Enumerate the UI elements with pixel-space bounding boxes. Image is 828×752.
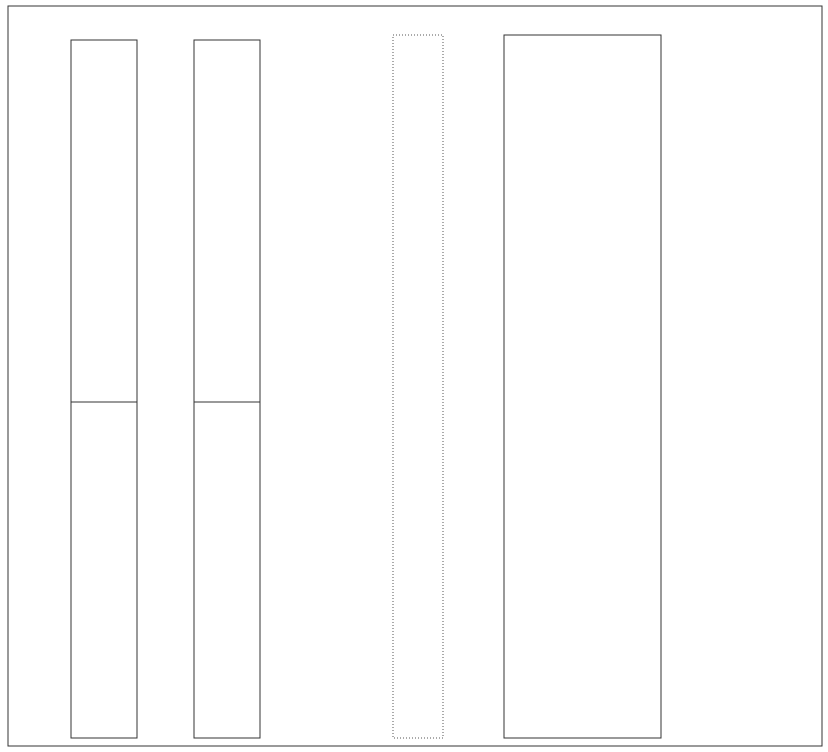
cable-signal-column <box>393 35 443 738</box>
robot-block-bottom <box>194 402 260 738</box>
robot-block-top <box>194 40 260 402</box>
board-block <box>504 35 661 738</box>
euromap-block-bottom <box>71 402 137 738</box>
euromap-block-top <box>71 40 137 402</box>
outer-frame <box>8 6 822 746</box>
